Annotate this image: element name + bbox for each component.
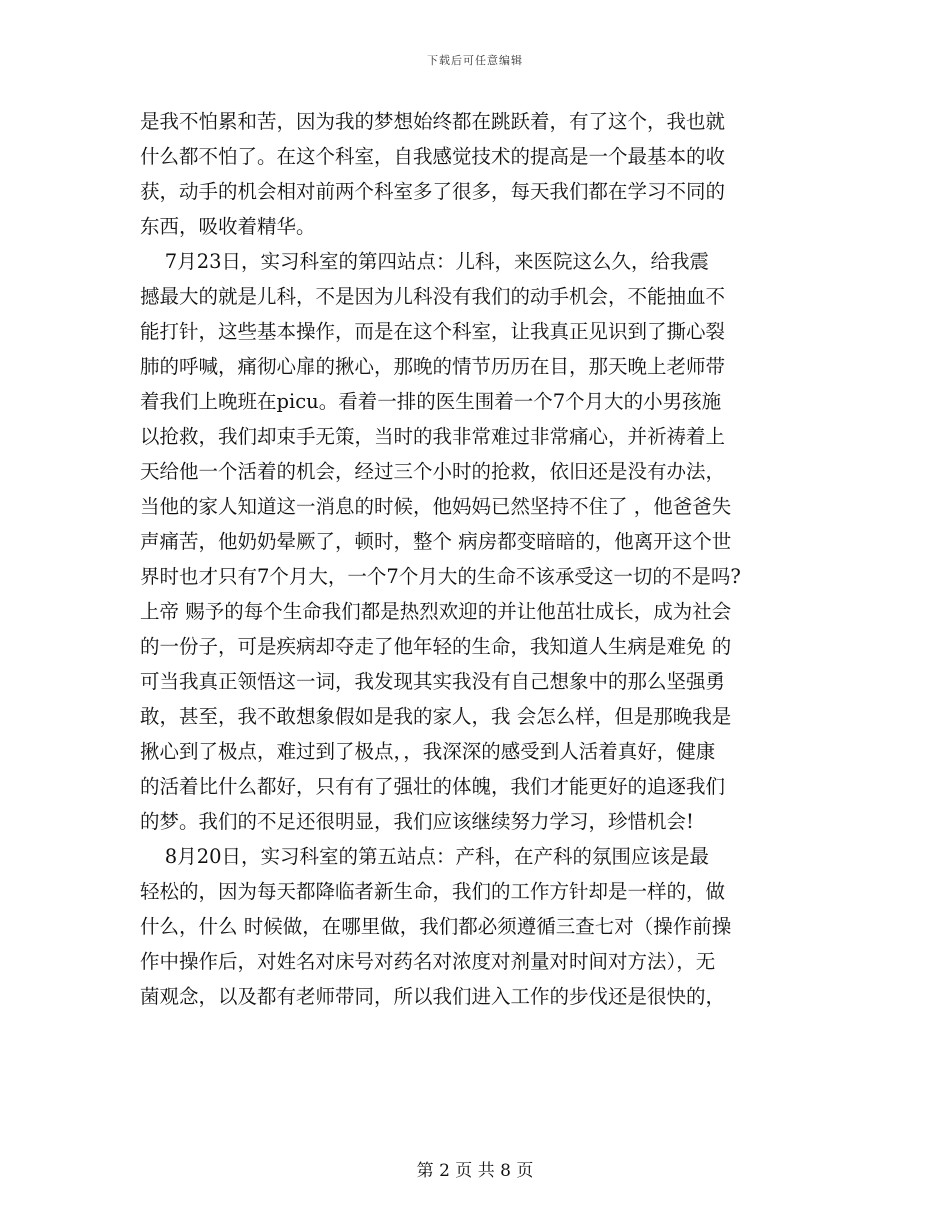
text-line: 的一份子，可是疾病却夺走了他年轻的生命，我知道人生病是难免 的 <box>140 635 732 658</box>
text-line: 东西，吸收着精华。 <box>140 215 316 238</box>
text-line: 的活着比什么都好，只有有了强壮的体魄，我们才能更好的追逐我们 <box>140 775 726 798</box>
text-line: 作中操作后，对姓名对床号对药名对浓度对剂量对时间对方法），无 <box>140 950 716 973</box>
text-line: 当他的家人知道这一消息的时候，他妈妈已然坚持不住了 ，他爸爸失 <box>140 495 732 518</box>
text-line: 可当我真正领悟这一词，我发现其实我没有自己想象中的那么坚强勇 <box>140 670 726 693</box>
page-number: 第 2 页 共 8 页 <box>416 1161 534 1181</box>
text-line: 敢，甚至，我不敢想象假如是我的家人，我 会怎么样，但是那晚我是 <box>140 705 732 728</box>
text-line: 声痛苦，他奶奶晕厥了，顿时，整个 病房都变暗暗的，他离开这个世 <box>140 530 732 553</box>
body-text <box>140 104 812 1014</box>
text-line: 上帝 赐予的每个生命我们都是热烈欢迎的并让他茁壮成长，成为社会 <box>140 600 732 623</box>
text-line: 肺的呼喊，痛彻心扉的揪心，那晚的情节历历在目，那天晚上老师带 <box>140 355 726 378</box>
text-line: 获，动手的机会相对前两个科室多了很多，每天我们都在学习不同的 <box>140 180 726 203</box>
text-line: 8月20日，实习科室的第五站点：产科，在产科的氛围应该是最 <box>140 845 710 868</box>
text-line: 揪心到了极点，难过到了极点，，我深深的感受到人活着真好，健康 <box>140 740 716 763</box>
text-line: 界时也才只有7个月大，一个7个月大的生命不该承受这一切的不是吗? <box>140 565 741 588</box>
text-line: 什么都不怕了。在这个科室，自我感觉技术的提高是一个最基本的收 <box>140 145 726 168</box>
text-line: 天给他一个活着的机会，经过三个小时的抢救，依旧还是没有办法， <box>140 460 726 483</box>
text-line: 7月23日，实习科室的第四站点：儿科，来医院这么久，给我震 <box>140 250 710 273</box>
text-line: 菌观念，以及都有老师带同，所以我们进入工作的步伐还是很快的， <box>140 985 726 1008</box>
text-line: 什么，什么 时候做，在哪里做，我们都必须遵循三查七对（操作前操 <box>140 915 732 938</box>
text-line: 能打针，这些基本操作，而是在这个科室，让我真正见识到了撕心裂 <box>140 320 726 343</box>
text-line: 的梦。我们的不足还很明显，我们应该继续努力学习，珍惜机会! <box>140 810 694 833</box>
text-line: 以抢救，我们却束手无策，当时的我非常难过非常痛心，并祈祷着上 <box>140 425 726 448</box>
text-line: 是我不怕累和苦，因为我的梦想始终都在跳跃着，有了这个，我也就 <box>140 110 726 133</box>
text-line: 轻松的，因为每天都降临者新生命，我们的工作方针却是一样的，做 <box>140 880 726 903</box>
text-line: 撼最大的就是儿科，不是因为儿科没有我们的动手机会，不能抽血不 <box>140 285 726 308</box>
page-header: 下载后可任意编辑 <box>427 54 523 67</box>
text-line: 着我们上晚班在picu。看着一排的医生围着一个7个月大的小男孩施 <box>140 390 722 413</box>
